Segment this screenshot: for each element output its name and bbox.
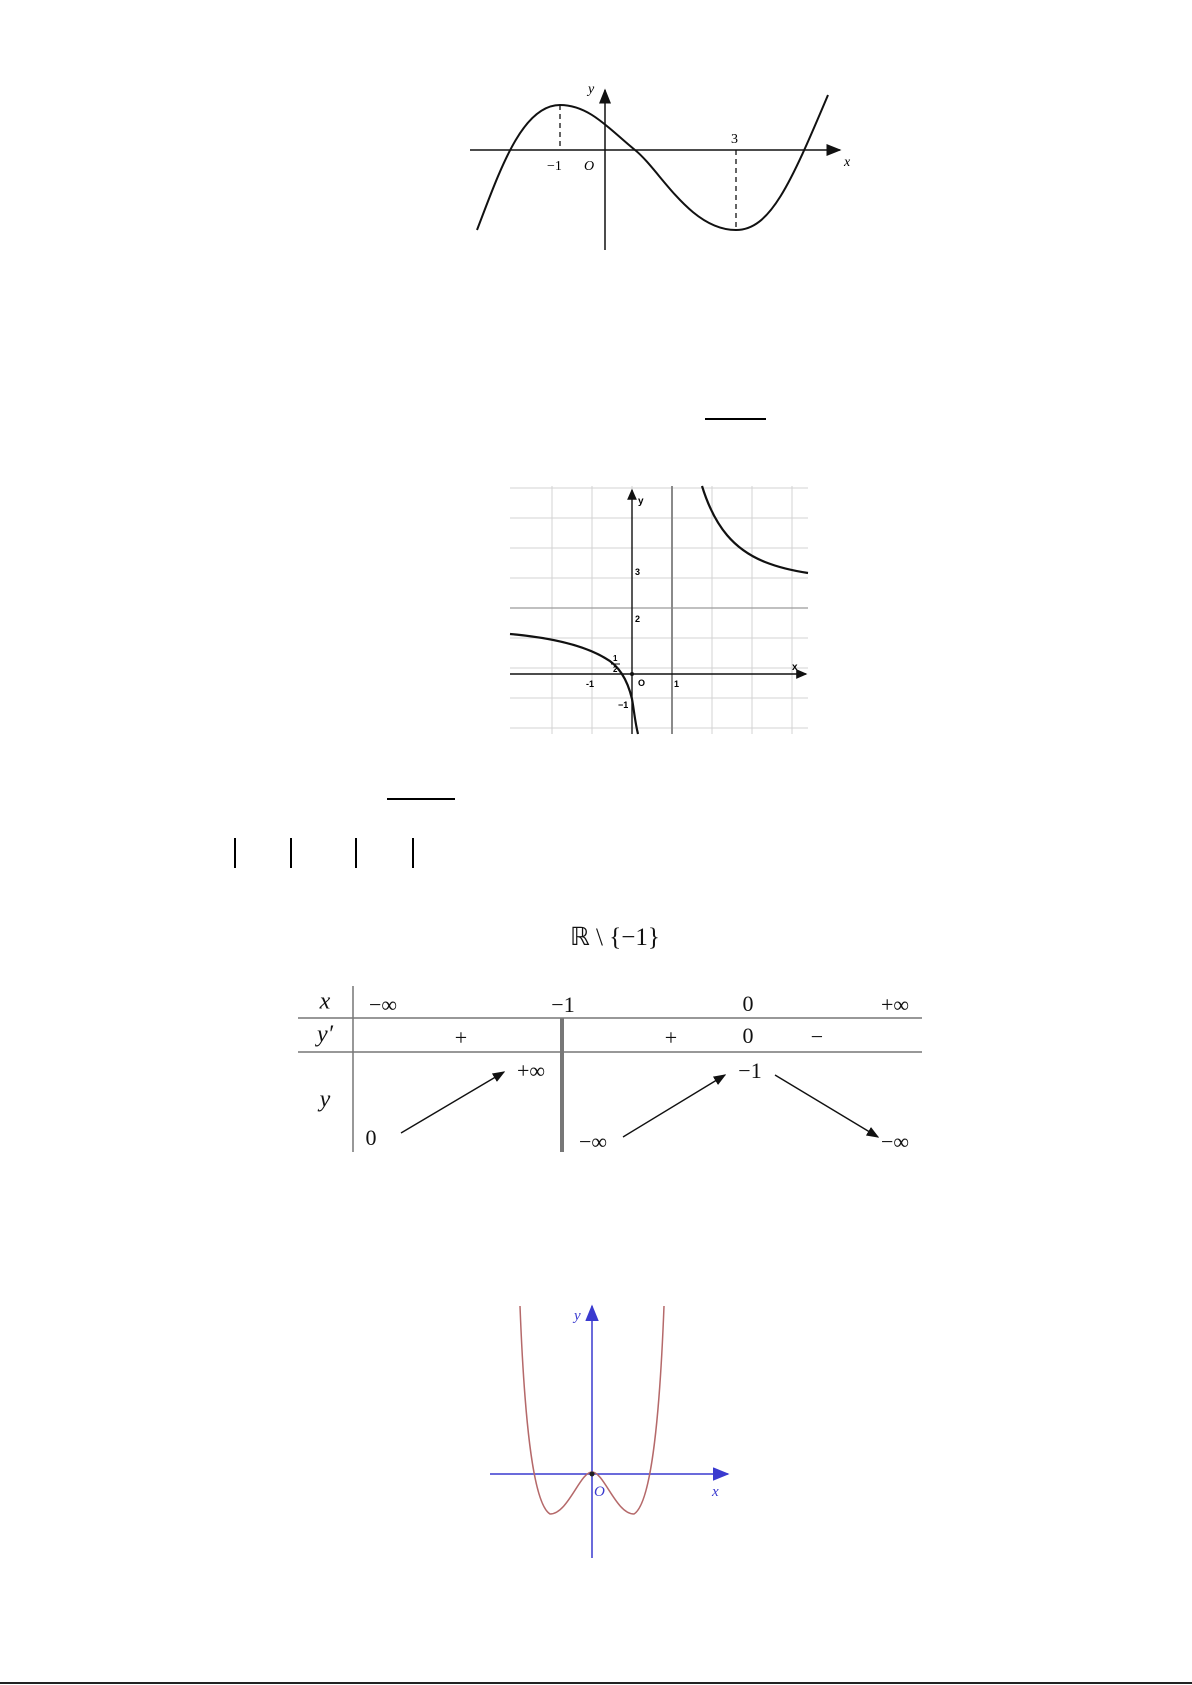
tick-label-y-3: 3 [635, 567, 641, 577]
tick-label-y-neg1: −1 [618, 700, 629, 710]
grid [510, 486, 808, 734]
quartic-graph-svg [480, 1300, 740, 1562]
abs-bar-1 [234, 838, 236, 868]
axis-label-y: y [638, 496, 644, 507]
hyperbola-left-branch [510, 634, 638, 734]
tick-label-y-2: 2 [635, 614, 641, 624]
row-label-x: x [319, 988, 331, 1015]
axis-label-y: y [574, 1308, 581, 1324]
x-value-neg-inf: −∞ [368, 992, 398, 1017]
y-value-left-start: 0 [365, 1125, 377, 1150]
yprime-sign-2: + [664, 1025, 678, 1050]
yprime-zero: 0 [742, 1023, 754, 1048]
yprime-sign-1: + [454, 1025, 468, 1050]
variation-table [298, 986, 922, 1154]
x-value-0: 0 [742, 991, 754, 1016]
cubic-curve [477, 95, 828, 230]
tick-label-half-den: 2 [613, 665, 618, 674]
tick-label-x-1: 1 [674, 679, 680, 689]
origin-point [590, 1472, 595, 1477]
y-value-right-end: −∞ [880, 1129, 910, 1154]
axis-label-y: y [588, 82, 595, 97]
fraction-bar-1 [705, 418, 766, 420]
x-value-neg1: −1 [551, 992, 575, 1017]
row-label-yprime: y′ [317, 1021, 333, 1048]
arrow-decrease-right [775, 1075, 878, 1137]
tick-label-half-num: 1 [613, 654, 618, 663]
domain-expression: ℝ \ {−1} [570, 924, 660, 951]
hyperbola-graph [510, 486, 810, 734]
tick-label-right: 3 [731, 132, 738, 147]
origin-label: O [584, 159, 595, 174]
quartic-graph [480, 1300, 740, 1562]
yprime-sign-3: − [810, 1024, 824, 1049]
abs-bar-4 [412, 838, 414, 868]
y-value-peak: −1 [738, 1058, 762, 1083]
tick-label-left: −1 [547, 159, 562, 174]
axis-label-x: x [792, 662, 798, 673]
hyperbola-graph-svg [510, 486, 810, 734]
origin-label: O [594, 1484, 605, 1500]
arrow-increase-left [401, 1072, 504, 1133]
origin-label: O [638, 678, 646, 688]
cubic-graph [460, 75, 860, 255]
y-value-left-end: +∞ [516, 1058, 546, 1083]
row-label-y: y [319, 1086, 331, 1113]
tick-label-x-neg1: -1 [586, 679, 595, 689]
axis-label-x: x [844, 155, 851, 170]
page-bottom-rule [0, 1682, 1192, 1684]
x-value-pos-inf: +∞ [880, 992, 910, 1017]
fraction-bar-2 [387, 798, 455, 800]
abs-bar-2 [290, 838, 292, 868]
abs-bar-3 [355, 838, 357, 868]
y-value-mid-start: −∞ [578, 1129, 608, 1154]
axis-label-x: x [712, 1484, 719, 1500]
arrow-increase-mid [623, 1075, 725, 1137]
cubic-graph-svg [460, 75, 860, 255]
origin-point [630, 672, 634, 676]
